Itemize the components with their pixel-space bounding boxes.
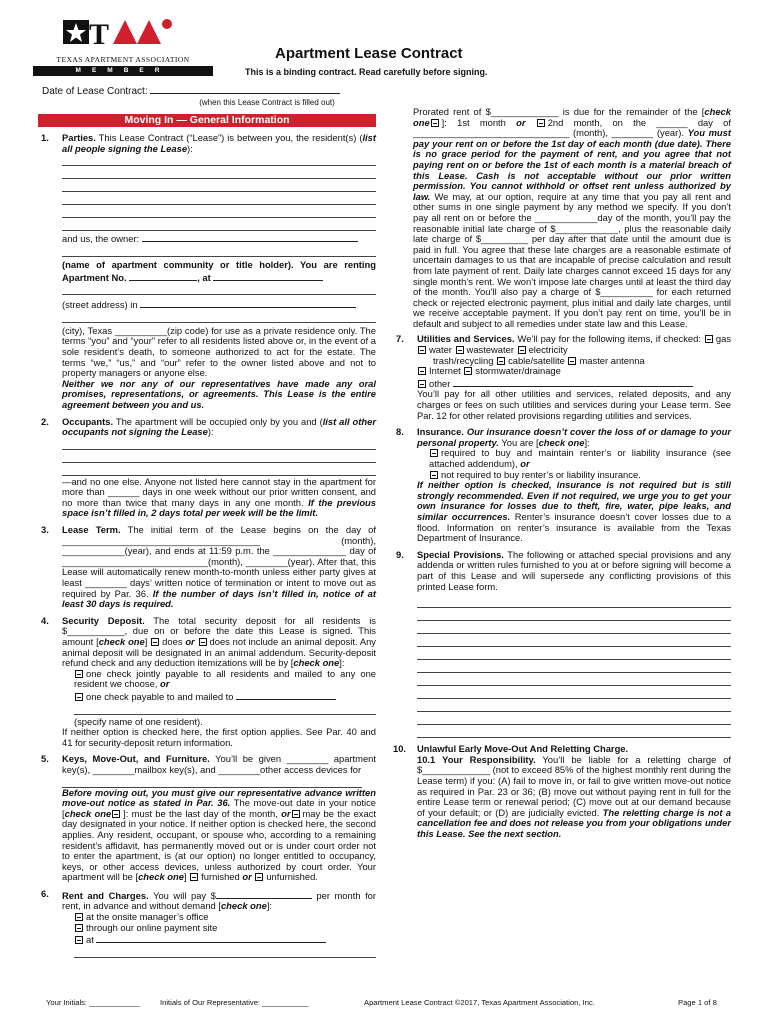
section-utilities (393, 334, 731, 421)
copyright: Apartment Lease Contract ©2017, Texas Apartment Association, Inc. (364, 998, 595, 1007)
prorated-text: ]: 1st month (441, 116, 506, 128)
section-text: ] (144, 636, 151, 647)
option-text: at (86, 934, 94, 946)
section-heading: Lease Term. (62, 524, 121, 536)
section-note: list all people signing the Lease (62, 132, 376, 154)
payee-field-2[interactable] (74, 703, 376, 715)
utility-label: stormwater/drainage (475, 365, 561, 377)
city-field[interactable] (140, 298, 356, 308)
option-text: not required to buy renter’s or liability insurance. (441, 468, 641, 480)
utility-label: master antenna (579, 354, 645, 366)
subsection-text: You’ll be liable for a reletting charge of $_____________ (not to exceed 85% of the highest monthly rent during the Lease term) if you: (A) fail to move in, or fail to give written move-out notice as required in Par. 23 or 36; (B) move out without paying rent in full for the entire Lease term or renewal period; (C) move out at our demand because of your default; or (D) are judicially evicted. (417, 753, 732, 818)
section-heading: Parties. (62, 132, 96, 144)
option-text: one check jointly payable to all residents and mailed to any one resident we choose, (74, 667, 376, 690)
section-number: 10. (393, 743, 407, 755)
deposit-neither-text: If neither option is checked here, the first option applies. See Par. 40 and 41 for security-deposit return information. (62, 726, 376, 748)
insurance-option-1 (417, 448, 731, 469)
section-text: ): (187, 142, 193, 154)
check-one-note: check one (413, 106, 731, 128)
water-checkbox[interactable] (418, 346, 426, 354)
your-initials[interactable]: Your Initials: ____________ (46, 998, 140, 1007)
rent-option-2 (62, 923, 376, 934)
section-text: ]: must be the last day of the month, (123, 807, 278, 819)
stormwater-checkbox[interactable] (464, 367, 472, 375)
section-text: You’ll be given ________ apartment key(s), ________mailbox key(s), and ________other access devices for (62, 753, 377, 775)
section-text: The initial term of the Lease begins on the (127, 524, 339, 536)
insurance-bold-2: If neither option is checked, insurance is not required but is still strongly recommended. Even if not required, we urge you to get your own insurance for losses due to theft, fire, water, pipe leaks, and similar occurrences. (417, 479, 731, 522)
rent-location-field[interactable] (96, 933, 326, 943)
section-security-deposit (38, 616, 376, 749)
utility-label: gas (715, 333, 732, 345)
required-checkbox[interactable] (430, 449, 438, 457)
check-one-note: check one (98, 636, 145, 647)
section-rent (38, 889, 376, 958)
rent-continued (393, 107, 731, 329)
section-text: ]: (584, 436, 590, 448)
section-keys (38, 754, 376, 883)
section-text: per month for rent, in advance and without demand [ (62, 889, 377, 912)
section-early-move-out (393, 744, 731, 839)
utility-label: Internet (429, 365, 461, 377)
section-parties (38, 133, 376, 410)
date-note: (when this Lease Contract is filled out) (199, 97, 335, 107)
section-number: 3. (41, 524, 49, 536)
association-name: TEXAS APARTMENT ASSOCIATION (56, 55, 190, 64)
insurance-text: Renter’s insurance doesn’t cover losses due to a flood. Information on renter’s insurance is available from the Texas Department of Insurance. (417, 510, 732, 544)
section-heading: Insurance. (417, 426, 464, 438)
utility-label: other (429, 377, 451, 389)
utility-row-3 (417, 366, 731, 377)
electricity-checkbox[interactable] (518, 346, 526, 354)
section-text: ] (183, 871, 187, 883)
last-day-checkbox[interactable] (112, 810, 120, 818)
section-text: ): (207, 426, 214, 438)
move-out-notice-text: Before moving out, you must give our representative advance written move-out notice as stated in Par. 36. (62, 786, 376, 809)
option-text: one check payable to and mailed to (86, 690, 234, 702)
or-text: or (185, 636, 195, 647)
does-not-checkbox[interactable] (199, 638, 207, 646)
section-number: 7. (396, 333, 404, 345)
section-text: The apartment will be occupied only by you and ( (115, 415, 323, 427)
or-text: or (516, 116, 526, 128)
lease-term-dates: day of ______________________________________ (month), ____________(year), and ends at 11:59 p.m. the ______________ day of ____________________________(month), ________(year). After that, this Lease will automatically renew month-to-month unless either party gives at least ________ days’ written notice of termination or intent to move out as required by Par. 36. (62, 524, 376, 599)
check-one-note: check one (293, 657, 340, 669)
option-text: at the onsite manager’s office (86, 911, 209, 923)
section-text: You will pay $ (153, 889, 216, 901)
utility-label: cable/satellite (508, 354, 565, 366)
rent-option-3 (62, 933, 376, 946)
or-text: or (242, 871, 252, 883)
rent-field[interactable] (216, 889, 312, 899)
section-lease-term (38, 525, 376, 610)
prorated-text: Prorated rent of $_____________ is due for the remainder of the [ (413, 106, 705, 117)
section-heading: Special Provisions. (417, 548, 504, 560)
special-provisions-lines[interactable] (417, 596, 731, 738)
utility-row-2 (417, 356, 731, 367)
taa-logo (33, 18, 213, 80)
occupants-note: If the previous space isn’t filled in, 2 days total per week will be the limit. (62, 496, 376, 519)
does-not-text: does not include an animal deposit. Any animal deposit will be designated in an animal addendum. Security-deposit refund check and any deduction itemizations will be by [ (62, 636, 376, 669)
internet-checkbox[interactable] (418, 367, 426, 375)
section-special-provisions (393, 550, 731, 738)
address-field-2[interactable] (62, 283, 376, 295)
right-column (393, 107, 731, 839)
subsection-bold: The reletting charge is not a cancellation fee and does not release you from your obligations under this Lease. See the next section. (417, 806, 732, 839)
svg-text:T: T (89, 18, 110, 48)
section-note: list all other occupants not signing the Lease (62, 415, 376, 438)
section-text: You are [ (501, 436, 539, 448)
other-checkbox[interactable] (418, 380, 426, 388)
utility-label: trash/recycling (433, 354, 494, 366)
section-occupants (38, 417, 376, 520)
city-text: (city), Texas __________(zip code) for use as a private residence only. The terms “you” and “your” refer to all residents listed above or, in the event of a sole resident’s death, to someone authorized to act for the estate. The terms “we,” “us,” and “our” refer to the owner listed above and not to property managers or anyone else. (62, 324, 376, 379)
unfurnished-checkbox[interactable] (255, 873, 263, 881)
at-text: , at (197, 271, 211, 283)
section-text: The move-out date in your notice [ (62, 797, 376, 819)
section-heading: Utilities and Services. (417, 333, 515, 345)
section-text: ]: (266, 900, 273, 912)
utility-label: water (429, 344, 452, 356)
city-field-2[interactable] (62, 311, 376, 323)
late-charges-text: We may, at our option, require at any time that you pay all rent and other sums in one single payment by any method we specify. If you don’t pay all rent on or before the ____________day of the month, you’ll pay the reasonable initial late charge of $____________, plus the reasonable daily late charge of $_________ per day after that date until the amount due is paid in full. You agree that these late charges are a reasonable estimate of uncertain damages to us that are incapable of precise calculation and result from late payment of rent. Daily late charges cannot exceed 15 days for any single month’s rent. We won’t impose late charges until at least the third day of the month. You’ll also pay a charge of $__________ for each returned check or rejected electronic payment, plus initial and daily late charges, until we receive acceptable payment. If you don’t pay rent on time, you’ll be in default and subject to all remedies under state law and this Lease. (413, 190, 731, 329)
rep-initials[interactable]: Initials of Our Representative: ___________ (160, 998, 309, 1007)
furnished-checkbox[interactable] (190, 873, 198, 881)
page-subtitle: This is a binding contract. Read carefully before signing. (245, 67, 488, 77)
date-row (38, 84, 376, 98)
section-insurance (393, 427, 731, 544)
owner-field[interactable] (142, 232, 358, 242)
page-title: Apartment Lease Contract (275, 45, 463, 62)
section-number: 1. (41, 132, 49, 144)
section-text: may be the exact day designated in your notice. If neither option is checked here, the second applies. Any resident, occupant, or spouse who, according to a remaining resident’s affidavit, has permanently moved out or is under court order not to enter the apartment, is (at our option) no longer entitled to occupancy, keys, or other access devices, unless authorized by court order. Your apartment will be [ (62, 807, 376, 883)
cable-checkbox[interactable] (497, 357, 505, 365)
occupants-lines[interactable] (62, 438, 376, 476)
subsection-10-1 (393, 755, 731, 840)
section-heading: Occupants. (62, 415, 114, 427)
check-one-note: check one (138, 871, 184, 883)
name-note (62, 260, 376, 283)
section-heading: Security Deposit. (62, 614, 145, 626)
subsection-heading: Your Responsibility. (442, 753, 536, 765)
check-one-note: check one (538, 436, 585, 448)
furnished-label: furnished (201, 871, 240, 883)
name-note-text: (name of apartment community or title holder). You are renting Apartment No. (62, 258, 376, 283)
section-banner: Moving In — General Information (38, 114, 376, 127)
check-one-note: check one (64, 807, 112, 819)
section-heading: Unlawful Early Move-Out And Reletting Charge. (417, 743, 629, 755)
section-number: 6. (41, 887, 49, 899)
section-text: The following or attached special provisions and any addenda or written rules furnished to you at or before signing will become a part of this Lease and will supersede any conflicting provisions of this printed Lease form. (417, 548, 731, 592)
or-text: or (520, 458, 530, 469)
single-check-checkbox[interactable] (75, 693, 83, 701)
apt-no-field[interactable] (129, 271, 197, 281)
rent-due-text: You must pay your rent on or before the 1st day of each month (due date). There is no grace period for the payment of rent, and you agree that not paying rent on or before the 1st of each month is a material breach of this Lease. Cash is not acceptable without our prior written permission. You cannot withhold or offset rent unless authorized by law. (413, 127, 731, 202)
taa-logo-mark (63, 18, 183, 48)
owner-row (62, 232, 376, 245)
payee-field[interactable] (236, 690, 336, 700)
online-checkbox[interactable] (75, 924, 83, 932)
not-required-checkbox[interactable] (430, 471, 438, 479)
deposit-option-2 (62, 690, 376, 703)
section-text: The total security deposit for all residents is $___________, due on or before the date this Lease is signed. This amount [ (62, 614, 376, 647)
insurance-bold: Our insurance doesn’t cover the loss of or damage to your personal property. (417, 426, 731, 448)
check-one-note: check one (220, 900, 267, 912)
utility-label: wastewater (466, 344, 514, 356)
address-field[interactable] (213, 271, 323, 281)
rent-location-field-2[interactable] (74, 946, 376, 958)
left-column (38, 84, 376, 958)
second-month-checkbox[interactable] (537, 119, 545, 127)
unfurnished-label: unfurnished. (266, 871, 318, 883)
section-heading: Keys, Move-Out, and Furniture. (62, 753, 210, 765)
exact-day-checkbox[interactable] (292, 810, 300, 818)
section-number: 9. (396, 548, 404, 560)
section-number: 4. (41, 614, 49, 626)
date-label: Date of Lease Contract: (42, 86, 148, 97)
gas-checkbox[interactable] (705, 335, 713, 343)
section-text: We’ll pay for the following items, if checked: (517, 333, 701, 345)
first-month-checkbox[interactable] (431, 119, 439, 127)
date-field[interactable] (150, 84, 340, 94)
street-row (62, 298, 376, 311)
utilities-after: You’ll pay for all other utilities and services, related deposits, and any charges or fees on such utilities and services during your Lease term. See Par. 12 for other related provisions regarding utilities and services. (417, 388, 731, 421)
antenna-checkbox[interactable] (568, 357, 576, 365)
prorated-text: 2nd month, on the ______ day of ______________________________ (month), ________ (year). (413, 116, 731, 139)
other-utility-field[interactable] (453, 377, 693, 387)
residents-lines[interactable] (62, 154, 376, 231)
owner-label: and us, the owner: (62, 233, 140, 245)
wastewater-checkbox[interactable] (456, 346, 464, 354)
section-number: 8. (396, 426, 404, 438)
section-text: ]: (339, 657, 345, 669)
specify-text: (specify name of one resident). (74, 715, 203, 727)
onsite-checkbox[interactable] (75, 913, 83, 921)
lease-term-note: If the number of days isn’t filled in, notice of at least 30 days is required. (62, 587, 376, 610)
occupants-after: —and no one else. Anyone not listed here cannot stay in the apartment for more than ______ days in one week without our prior written consent, and no more than twice that many days in any one month. (62, 475, 376, 508)
street-label: (street address) in (62, 299, 138, 311)
does-checkbox[interactable] (151, 638, 159, 646)
option-text: required to buy and maintain renter’s or liability insurance (see attached addendum), (429, 447, 731, 469)
section-text: This Lease Contract (“Lease”) is between you, the resident(s) ( (98, 132, 363, 144)
option-text: through our online payment site (86, 921, 218, 933)
section-number: 5. (41, 753, 49, 765)
utility-label: electricity (528, 344, 568, 356)
neither-text: Neither we nor any of our representatives have made any oral promises, representations, or agreements. This Lease is the entire agreement between you and us. (62, 377, 376, 410)
does-label: does (162, 636, 183, 647)
deposit-option-1 (62, 669, 376, 690)
at-checkbox[interactable] (75, 936, 83, 944)
or-text: or (160, 678, 170, 690)
joint-check-checkbox[interactable] (75, 670, 83, 678)
member-bar: MEMBER (33, 66, 213, 76)
subsection-number: 10.1 (417, 753, 436, 765)
owner-field-2[interactable] (62, 245, 376, 257)
section-heading: Rent and Charges. (62, 889, 149, 901)
page-number: Page 1 of 8 (678, 998, 717, 1007)
section-number: 2. (41, 415, 49, 427)
or-text: or (281, 807, 291, 819)
